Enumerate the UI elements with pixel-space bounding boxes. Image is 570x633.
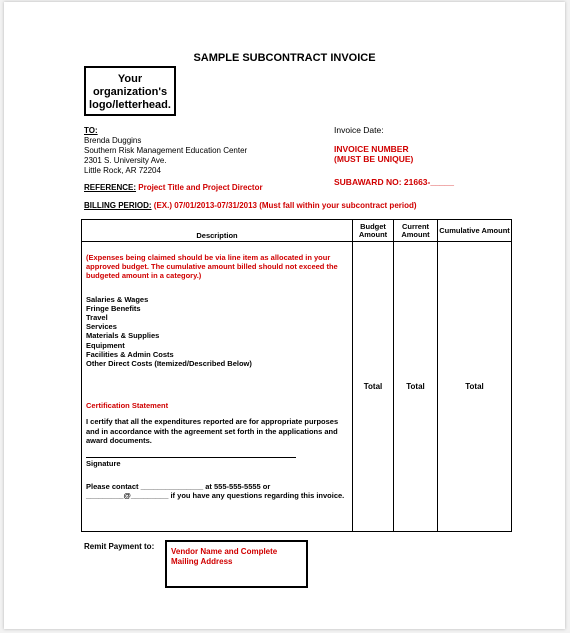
certification-heading: Certification Statement xyxy=(86,401,169,411)
list-item: Equipment xyxy=(86,340,125,350)
list-item: Facilities & Admin Costs xyxy=(86,349,174,359)
logo-line-2: organization's xyxy=(92,86,168,98)
reference-text: Project Title and Project Director xyxy=(138,183,263,192)
recipient-name: Brenda Duggins xyxy=(84,136,142,145)
logo-line-1: Your xyxy=(117,73,143,85)
header-current: Current Amount xyxy=(394,220,438,242)
recipient-org: Southern Risk Management Education Center xyxy=(84,146,248,155)
cumulative-total: Total xyxy=(438,242,512,532)
budget-total: Total xyxy=(353,242,394,532)
header-cumulative: Cumulative Amount xyxy=(438,220,512,242)
line-items xyxy=(86,295,348,369)
recipient-block xyxy=(84,126,247,176)
list-item: Fringe Benefits xyxy=(86,303,141,313)
logo-placeholder xyxy=(84,66,176,116)
invoice-date-label: Invoice Date: xyxy=(334,125,384,135)
header-description: Description xyxy=(82,220,353,242)
document-title: SAMPLE SUBCONTRACT INVOICE xyxy=(193,52,376,64)
invoice-number-block xyxy=(334,144,413,164)
billing-period-line xyxy=(84,201,417,211)
subaward-number: SUBAWARD NO: 21663-_____ xyxy=(334,177,454,187)
remit-address-box: Vendor Name and Complete Mailing Address xyxy=(165,540,308,588)
table-body-row xyxy=(82,242,512,532)
header-budget: Budget Amount xyxy=(353,220,394,242)
invoice-page xyxy=(4,2,565,629)
reference-line xyxy=(84,183,263,193)
recipient-city: Little Rock, AR 72204 xyxy=(84,166,161,175)
certification-text: I certify that all the expenditures reported are for appropriate purposes and in accordance with the agreement set forth in the applications and award documents. xyxy=(86,417,339,445)
expense-note: (Expenses being claimed should be via line item as allocated in your approved budget. The cumulative amount billed should not exceed the budgeted amount in a category.) xyxy=(86,253,338,281)
billing-label: BILLING PERIOD: xyxy=(84,201,152,210)
recipient-street: 2301 S. University Ave. xyxy=(84,156,167,165)
list-item: Salaries & Wages xyxy=(86,294,149,304)
table-header-row xyxy=(82,220,512,242)
list-item: Materials & Supplies xyxy=(86,331,160,341)
reference-label: REFERENCE: xyxy=(84,183,137,192)
remit-label: Remit Payment to: xyxy=(84,542,155,551)
signature-label: Signature xyxy=(86,459,121,469)
expense-table xyxy=(81,219,512,532)
list-item: Services xyxy=(86,322,117,332)
signature-line[interactable] xyxy=(86,445,296,458)
invoice-number-label: INVOICE NUMBER xyxy=(334,144,409,154)
invoice-number-note: (MUST BE UNIQUE) xyxy=(334,154,414,164)
contact-line-1: Please contact _______________ at 555-555-5555 or xyxy=(86,482,271,492)
list-item: Other Direct Costs (Itemized/Described Below) xyxy=(86,359,252,369)
billing-text: (EX.) 07/01/2013-07/31/2013 (Must fall within your subcontract period) xyxy=(153,201,417,210)
list-item: Travel xyxy=(86,313,108,323)
description-cell xyxy=(82,242,353,532)
current-total: Total xyxy=(394,242,438,532)
logo-line-3: logo/letterhead. xyxy=(89,99,171,111)
to-label: TO: xyxy=(84,126,98,135)
contact-line-2: _________@_________ if you have any questions regarding this invoice. xyxy=(86,491,345,501)
